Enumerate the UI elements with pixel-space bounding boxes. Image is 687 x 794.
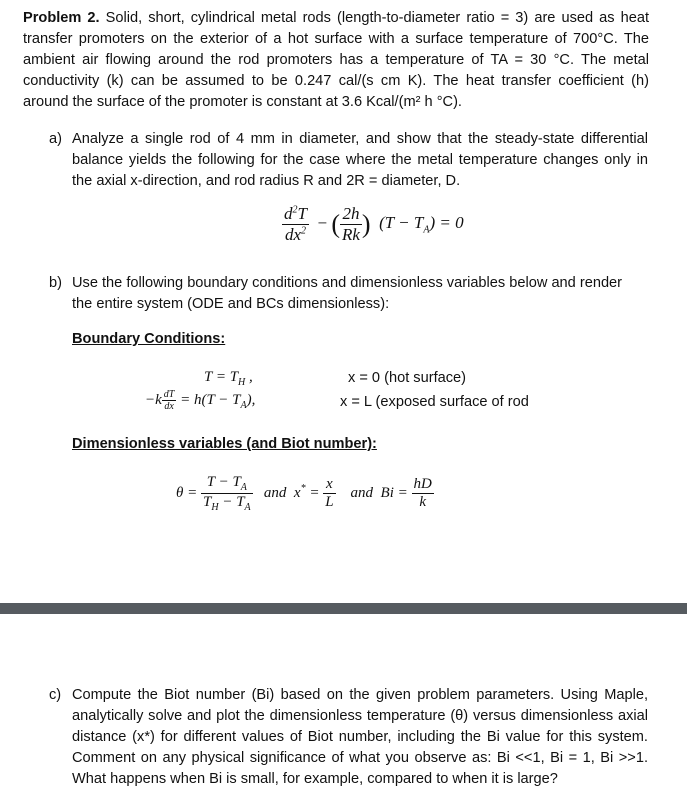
problem-intro: Solid, short, cylindrical metal rods (length-to-diameter ratio = 3) are used as heat transfer promoters on the exterior of a hot surface with a surface temperature of 700°C. The ambient air flowing around the rod promoters has a temperature of TA = 30 °C. The metal conductivity (k) can be assumed to be 0.247 cal/(s cm K). The heat transfer coefficient (h) around the surface of the promoter is constant at 3.6 Kcal/(m² h °C). (23, 10, 649, 110)
problem-statement (23, 8, 649, 113)
part-a-text: Analyze a single rod of 4 mm in diameter, and show that the steady-state differential balance yields the following for the case where the metal temperature changes only in the axial x-direction, and rod radius R and 2R = diameter, D. (72, 131, 648, 189)
and-word-1: and (263, 484, 287, 501)
part-c-marker: c) (49, 687, 62, 703)
problem-label: Problem 2. (23, 10, 100, 26)
part-a (49, 129, 62, 150)
part-c (49, 685, 61, 706)
part-b (49, 273, 62, 294)
part-b-marker: b) (49, 275, 62, 291)
dimensionless-heading: Dimensionless variables (and Biot number): (72, 436, 377, 452)
bc-heading: Boundary Conditions: (72, 331, 226, 347)
dimensionless-equations: θ = $\frac{T - T_A}{T_H - T_A}$ and x* = $\frac{x}{L}$ and Bi = $\frac{hD}{k}$ (176, 474, 432, 513)
bc2-description: x = L (exposed surface of rod (340, 394, 529, 410)
part-b-text: Use the following boundary conditions and dimensionless variables below and render the entire system (ODE and BCs dimensionless): (72, 275, 623, 312)
and-word-2: and (350, 484, 374, 501)
part-c-text: Compute the Biot number (Bi) based on the given problem parameters. Using Maple, analytically solve and plot the dimensionless temperature (θ) versus dimensionless axial distance (x*) for different values of Biot number, including the Bi value for this system. Comment on any physical significance of what you observe as: Bi <<1, Bi = 1, Bi >>1. What happens when Bi is small, for example, compared to when it is large? (72, 687, 648, 787)
part-a-marker: a) (49, 131, 62, 147)
bc1-equation: $T = T_H$ , (204, 369, 253, 388)
page-separator (0, 603, 687, 614)
bc1-description: x = 0 (hot surface) (348, 370, 467, 386)
ode-equation: $\frac{d^2T}{dx^2}$ − ( $\frac{2h}{Rk}$ ) $(T - T_A) = 0$ (284, 204, 464, 244)
bc2-equation: −k $\frac{dT}{dx}$ = $h(T - T_A)$, (145, 389, 256, 412)
